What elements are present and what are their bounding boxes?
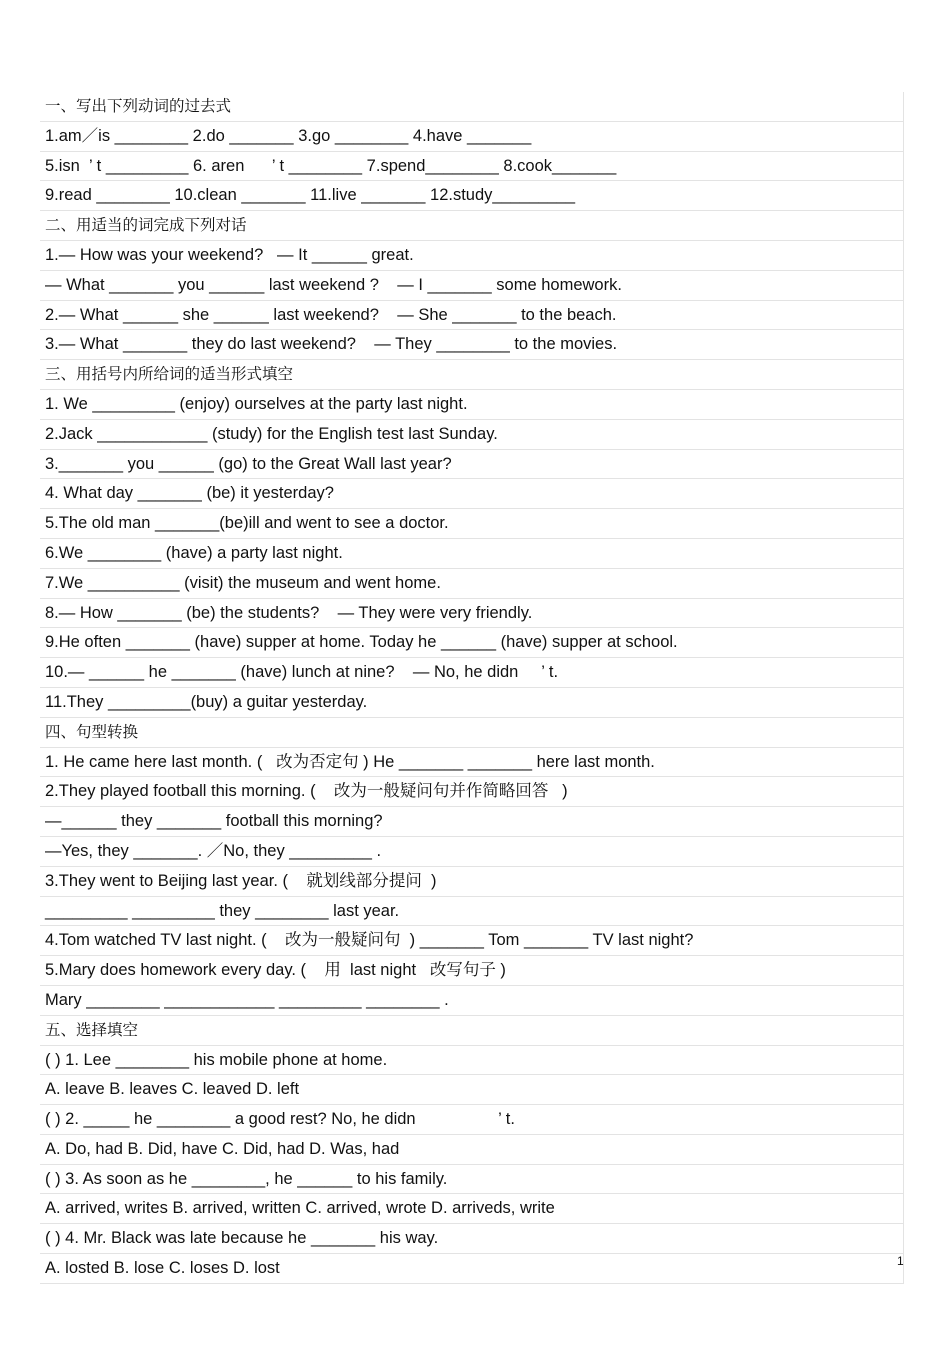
exercise-line: Mary ________ ____________ _________ ________ . — [40, 986, 904, 1016]
exercise-line: 2.They played football this morning. ( 改为一般疑问句并作简略回答 ) — [40, 777, 904, 807]
exercise-line: A. leave B. leaves C. leaved D. left — [40, 1075, 904, 1105]
page-number: 1 — [897, 1254, 904, 1268]
exercise-line: 3.They went to Beijing last year. ( 就划线部分提问 ) — [40, 867, 904, 897]
exercise-line: A. Do, had B. Did, have C. Did, had D. Was, had — [40, 1135, 904, 1165]
exercise-line: ( ) 4. Mr. Black was late because he _______ his way. — [40, 1224, 904, 1254]
exercise-line: 3.— What _______ they do last weekend? — They ________ to the movies. — [40, 330, 904, 360]
exercise-line: —Yes, they _______. ／No, they _________ . — [40, 837, 904, 867]
section-heading: 一、写出下列动词的过去式 — [40, 92, 904, 122]
exercise-line: 1.am／is ________ 2.do _______ 3.go ________ 4.have _______ — [40, 122, 904, 152]
exercise-line: 5.The old man _______(be)ill and went to see a doctor. — [40, 509, 904, 539]
exercise-line: ( ) 3. As soon as he ________, he ______ to his family. — [40, 1165, 904, 1195]
exercise-line: — What _______ you ______ last weekend ? — I _______ some homework. — [40, 271, 904, 301]
exercise-line: 1. We _________ (enjoy) ourselves at the party last night. — [40, 390, 904, 420]
exercise-line: 2.— What ______ she ______ last weekend? — She _______ to the beach. — [40, 301, 904, 331]
exercise-line: 4.Tom watched TV last night. ( 改为一般疑问句 ) _______ Tom _______ TV last night? — [40, 926, 904, 956]
exercise-line: ( ) 2. _____ he ________ a good rest? No, he didn ’ t. — [40, 1105, 904, 1135]
exercise-line: 6.We ________ (have) a party last night. — [40, 539, 904, 569]
exercise-line: 3._______ you ______ (go) to the Great Wall last year? — [40, 450, 904, 480]
exercise-line: 1.— How was your weekend? — It ______ great. — [40, 241, 904, 271]
exercise-line: 10.— ______ he _______ (have) lunch at nine? — No, he didn ’ t. — [40, 658, 904, 688]
exercise-line: —______ they _______ football this morning? — [40, 807, 904, 837]
exercise-line: A. losted B. lose C. loses D. lost — [40, 1254, 904, 1284]
exercise-line: 4. What day _______ (be) it yesterday? — [40, 479, 904, 509]
exercise-line: 9.read ________ 10.clean _______ 11.live _______ 12.study_________ — [40, 181, 904, 211]
section-heading: 二、用适当的词完成下列对话 — [40, 211, 904, 241]
exercise-line: 5.isn ’ t _________ 6. aren ’ t ________ 7.spend________ 8.cook_______ — [40, 152, 904, 182]
exercise-line: 2.Jack ____________ (study) for the English test last Sunday. — [40, 420, 904, 450]
section-heading: 三、用括号内所给词的适当形式填空 — [40, 360, 904, 390]
exercise-line: 11.They _________(buy) a guitar yesterday. — [40, 688, 904, 718]
exercise-line: 5.Mary does homework every day. ( 用 last night 改写句子 ) — [40, 956, 904, 986]
exercise-line: _________ _________ they ________ last year. — [40, 897, 904, 927]
section-heading: 四、句型转换 — [40, 718, 904, 748]
worksheet — [40, 92, 904, 1284]
section-heading: 五、选择填空 — [40, 1016, 904, 1046]
exercise-line: 8.— How _______ (be) the students? — They were very friendly. — [40, 599, 904, 629]
exercise-line: ( ) 1. Lee ________ his mobile phone at home. — [40, 1046, 904, 1076]
exercise-line: A. arrived, writes B. arrived, written C. arrived, wrote D. arriveds, write — [40, 1194, 904, 1224]
exercise-line: 7.We __________ (visit) the museum and went home. — [40, 569, 904, 599]
exercise-line: 9.He often _______ (have) supper at home. Today he ______ (have) supper at school. — [40, 628, 904, 658]
exercise-line: 1. He came here last month. ( 改为否定句 ) He _______ _______ here last month. — [40, 748, 904, 778]
